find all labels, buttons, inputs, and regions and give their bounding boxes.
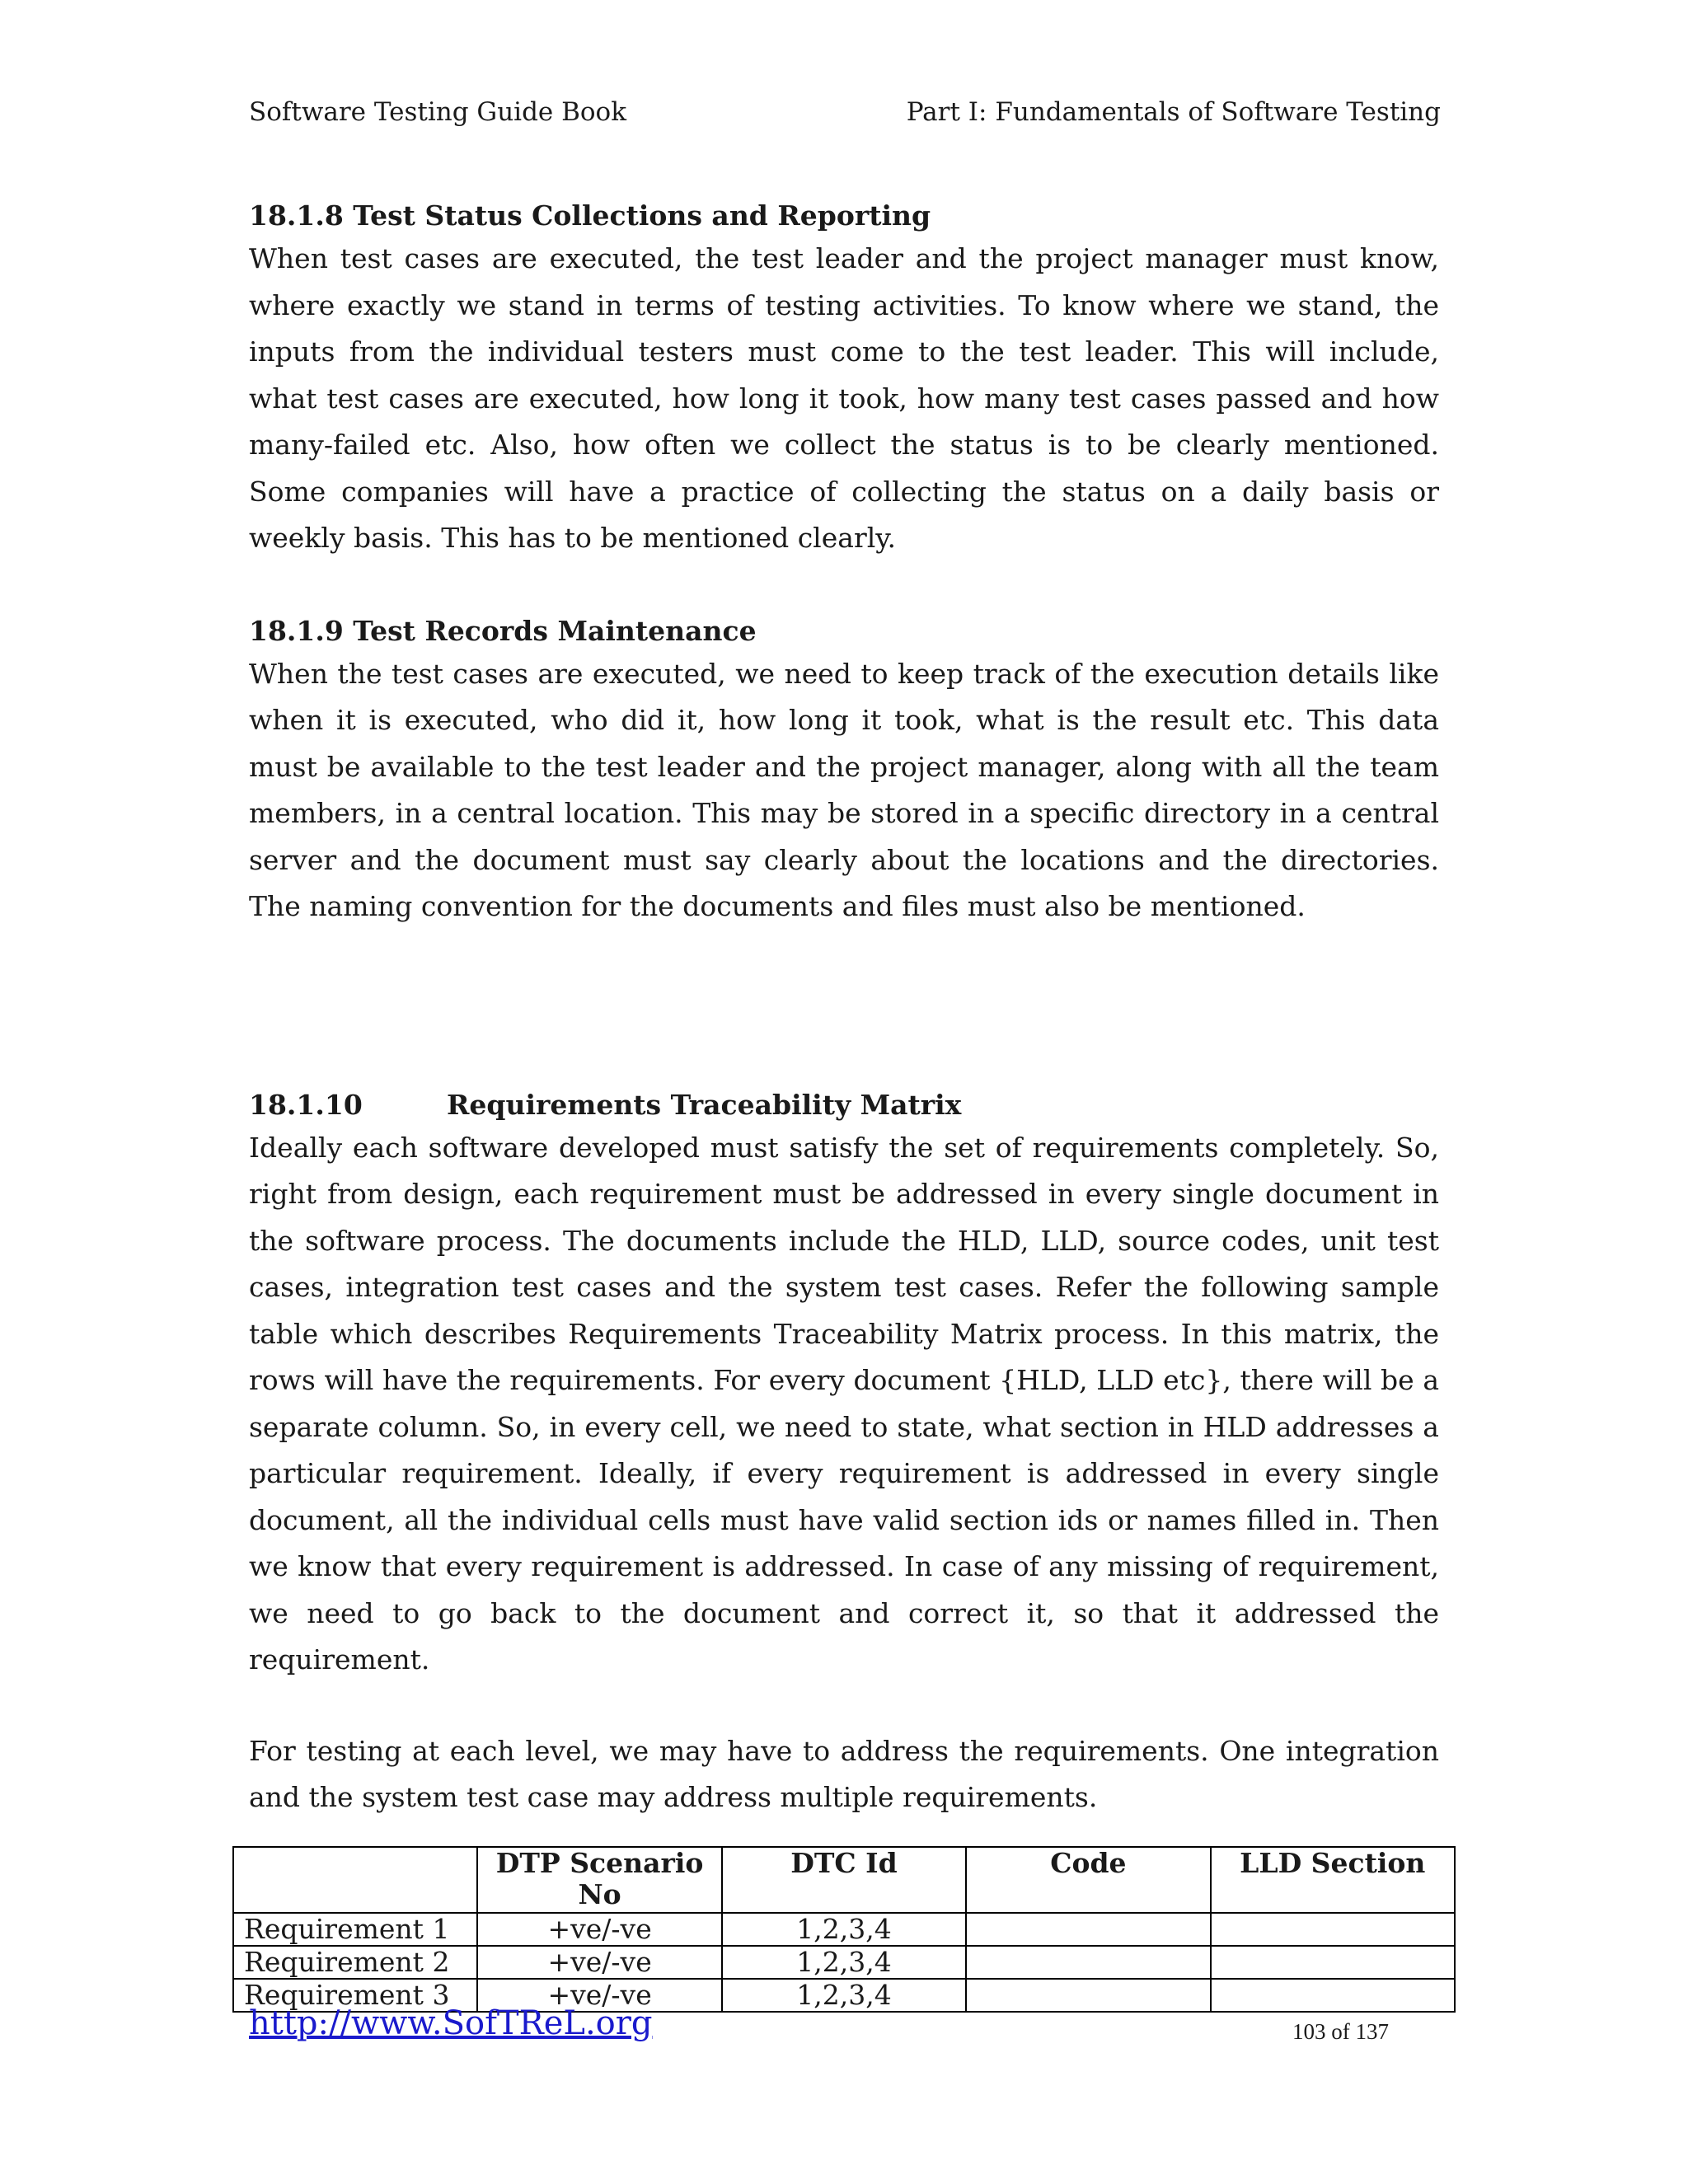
table-cell: 1,2,3,4 xyxy=(722,1913,966,1946)
section-paragraph-rtm-2: For testing at each level, we may have to address the requirements. One integration and the system test case may address multiple requirements. xyxy=(249,1734,1439,1813)
section-number-rtm: 18.1.10 xyxy=(249,1088,363,1121)
table-cell xyxy=(966,1946,1210,1979)
section-title-rtm: Requirements Traceability Matrix xyxy=(447,1088,962,1121)
table-header-cell: DTP Scenario No xyxy=(477,1847,721,1913)
section-paragraph-test-status: When test cases are executed, the test leader and the project manager must know, where exactly we stand in terms of testing activities. To know where we stand, the inputs from the individual testers must come to the test leader. This will include, what test cases are executed, how long it took, how many test cases passed and how many-failed etc. Also, how often we collect the status is to be clearly mentioned. Some companies will have a practice of collecting the status on a daily basis or weekly basis. This has to be mentioned clearly. xyxy=(249,242,1439,554)
header-part-title: Part I: Fundamentals of Software Testing xyxy=(906,97,1441,127)
section-heading-rtm xyxy=(249,1085,1439,1125)
section-heading-test-status: 18.1.8 Test Status Collections and Reporting xyxy=(249,199,931,232)
table-cell xyxy=(1211,1913,1455,1946)
section-heading-test-records: 18.1.9 Test Records Maintenance xyxy=(249,614,757,647)
table-row xyxy=(233,1913,1455,1946)
traceability-matrix-table xyxy=(232,1846,1456,2013)
table-cell xyxy=(966,1979,1210,2012)
table-header-row xyxy=(233,1847,1455,1913)
footer-website-link[interactable]: http://www.SofTReL.org xyxy=(249,2004,653,2042)
section-paragraph-rtm-1: Ideally each software developed must satisfy the set of requirements completely. So, right from design, each requirement must be addressed in every single document in the software process. The documents include the HLD, LLD, source codes, unit test cases, integration test cases and the system test cases. Refer the following sample table which describes Requirements Traceability Matrix process. In this matrix, the rows will have the requirements. For every document {HLD, LLD etc}, there will be a separate column. So, in every cell, we need to state, what section in HLD addresses a particular requirement. Ideally, if every requirement is addressed in every single document, all the individual cells must have valid section ids or names filled in. Then we know that every requirement is addressed. In case of any missing of requirement, we need to go back to the document and correct it, so that it addressed the requirement. xyxy=(249,1131,1439,1675)
table-cell: 1,2,3,4 xyxy=(722,1946,966,1979)
table-cell xyxy=(966,1913,1210,1946)
table-header-cell: Code xyxy=(966,1847,1210,1913)
table-header-cell xyxy=(233,1847,477,1913)
section-paragraph-test-records: When the test cases are executed, we need to keep track of the execution details like when it is executed, who did it, how long it took, what is the result etc. This data must be available to the test leader and the project manager, along with all the team members, in a central location. This may be stored in a specific directory in a central server and the document must say clearly about the locations and the directories. The naming convention for the documents and files must also be mentioned. xyxy=(249,657,1439,922)
table-cell xyxy=(1211,1946,1455,1979)
table-cell: Requirement 2 xyxy=(233,1946,477,1979)
table-header-cell: DTC Id xyxy=(722,1847,966,1913)
table-row xyxy=(233,1946,1455,1979)
table-cell: +ve/-ve xyxy=(477,1913,721,1946)
header-book-title: Software Testing Guide Book xyxy=(249,97,627,127)
table-cell xyxy=(1211,1979,1455,2012)
table-cell: Requirement 1 xyxy=(233,1913,477,1946)
footer-page-number: 103 of 137 xyxy=(1292,2019,1389,2044)
table-cell: 1,2,3,4 xyxy=(722,1979,966,2012)
table-header-cell: LLD Section xyxy=(1211,1847,1455,1913)
table-cell: Requirement 3 xyxy=(233,1979,477,2012)
table-cell: +ve/-ve xyxy=(477,1946,721,1979)
page-body xyxy=(249,196,1439,1821)
table-cell: +ve/-ve xyxy=(477,1979,721,2012)
